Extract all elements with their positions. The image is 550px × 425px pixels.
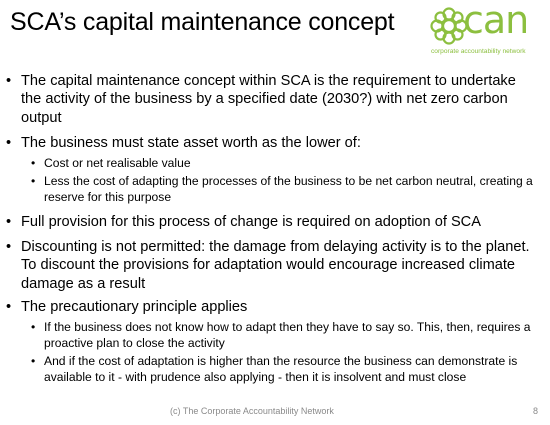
slide-title: SCA’s capital maintenance concept — [10, 8, 395, 36]
subbullet-insolvent — [31, 354, 534, 385]
bullet-icon: • — [6, 135, 12, 151]
bullet-icon: • — [31, 354, 36, 368]
subbullet-adapt-unknown — [31, 320, 534, 351]
bullet-text: And if the cost of adaptation is higher than the resource the business can demonstrate is available to it - with prudence also applying - then it is insolvent and must close — [44, 354, 518, 384]
logo-tagline: corporate accountability network — [431, 48, 526, 55]
bullet-precautionary — [6, 298, 526, 316]
bullet-icon: • — [6, 73, 12, 89]
bullet-capital-maintenance — [6, 72, 526, 127]
bullet-text: If the business does not know how to adapt then they have to say so. This, then, requires a proactive plan to close the activity — [44, 320, 531, 350]
bullet-text: The capital maintenance concept within SCA is the requirement to undertake the activity of the business by a specified date (2030?) with net zero carbon output — [21, 73, 516, 126]
bullet-asset-worth — [6, 134, 526, 152]
logo-wordmark: can — [463, 0, 529, 42]
bullet-full-provision — [6, 213, 536, 231]
bullet-icon: • — [31, 156, 36, 170]
subbullet-cost-nrv — [31, 156, 534, 172]
footer-copyright: (c) The Corporate Accountability Network — [170, 406, 334, 416]
bullet-icon: • — [6, 239, 12, 255]
bullet-icon: • — [31, 320, 36, 334]
bullet-text: Full provision for this process of change is required on adoption of SCA — [21, 214, 481, 230]
bullet-icon: • — [6, 214, 12, 230]
bullet-text: The business must state asset worth as the lower of: — [21, 135, 361, 151]
bullet-text: Discounting is not permitted: the damage from delaying activity is to the planet. To discount the provisions for adaptation would encourage increased climate damage as a result — [21, 239, 530, 292]
bullet-text: Less the cost of adapting the processes of the business to be net carbon neutral, creating a reserve for this purpose — [44, 174, 533, 204]
page-number: 8 — [533, 406, 539, 416]
bullet-icon: • — [31, 174, 36, 188]
subbullet-adapting-cost — [31, 174, 544, 205]
bullet-text: The precautionary principle applies — [21, 299, 248, 315]
bullet-icon: • — [6, 299, 12, 315]
bullet-discounting — [6, 238, 531, 293]
bullet-text: Cost or net realisable value — [44, 156, 191, 170]
